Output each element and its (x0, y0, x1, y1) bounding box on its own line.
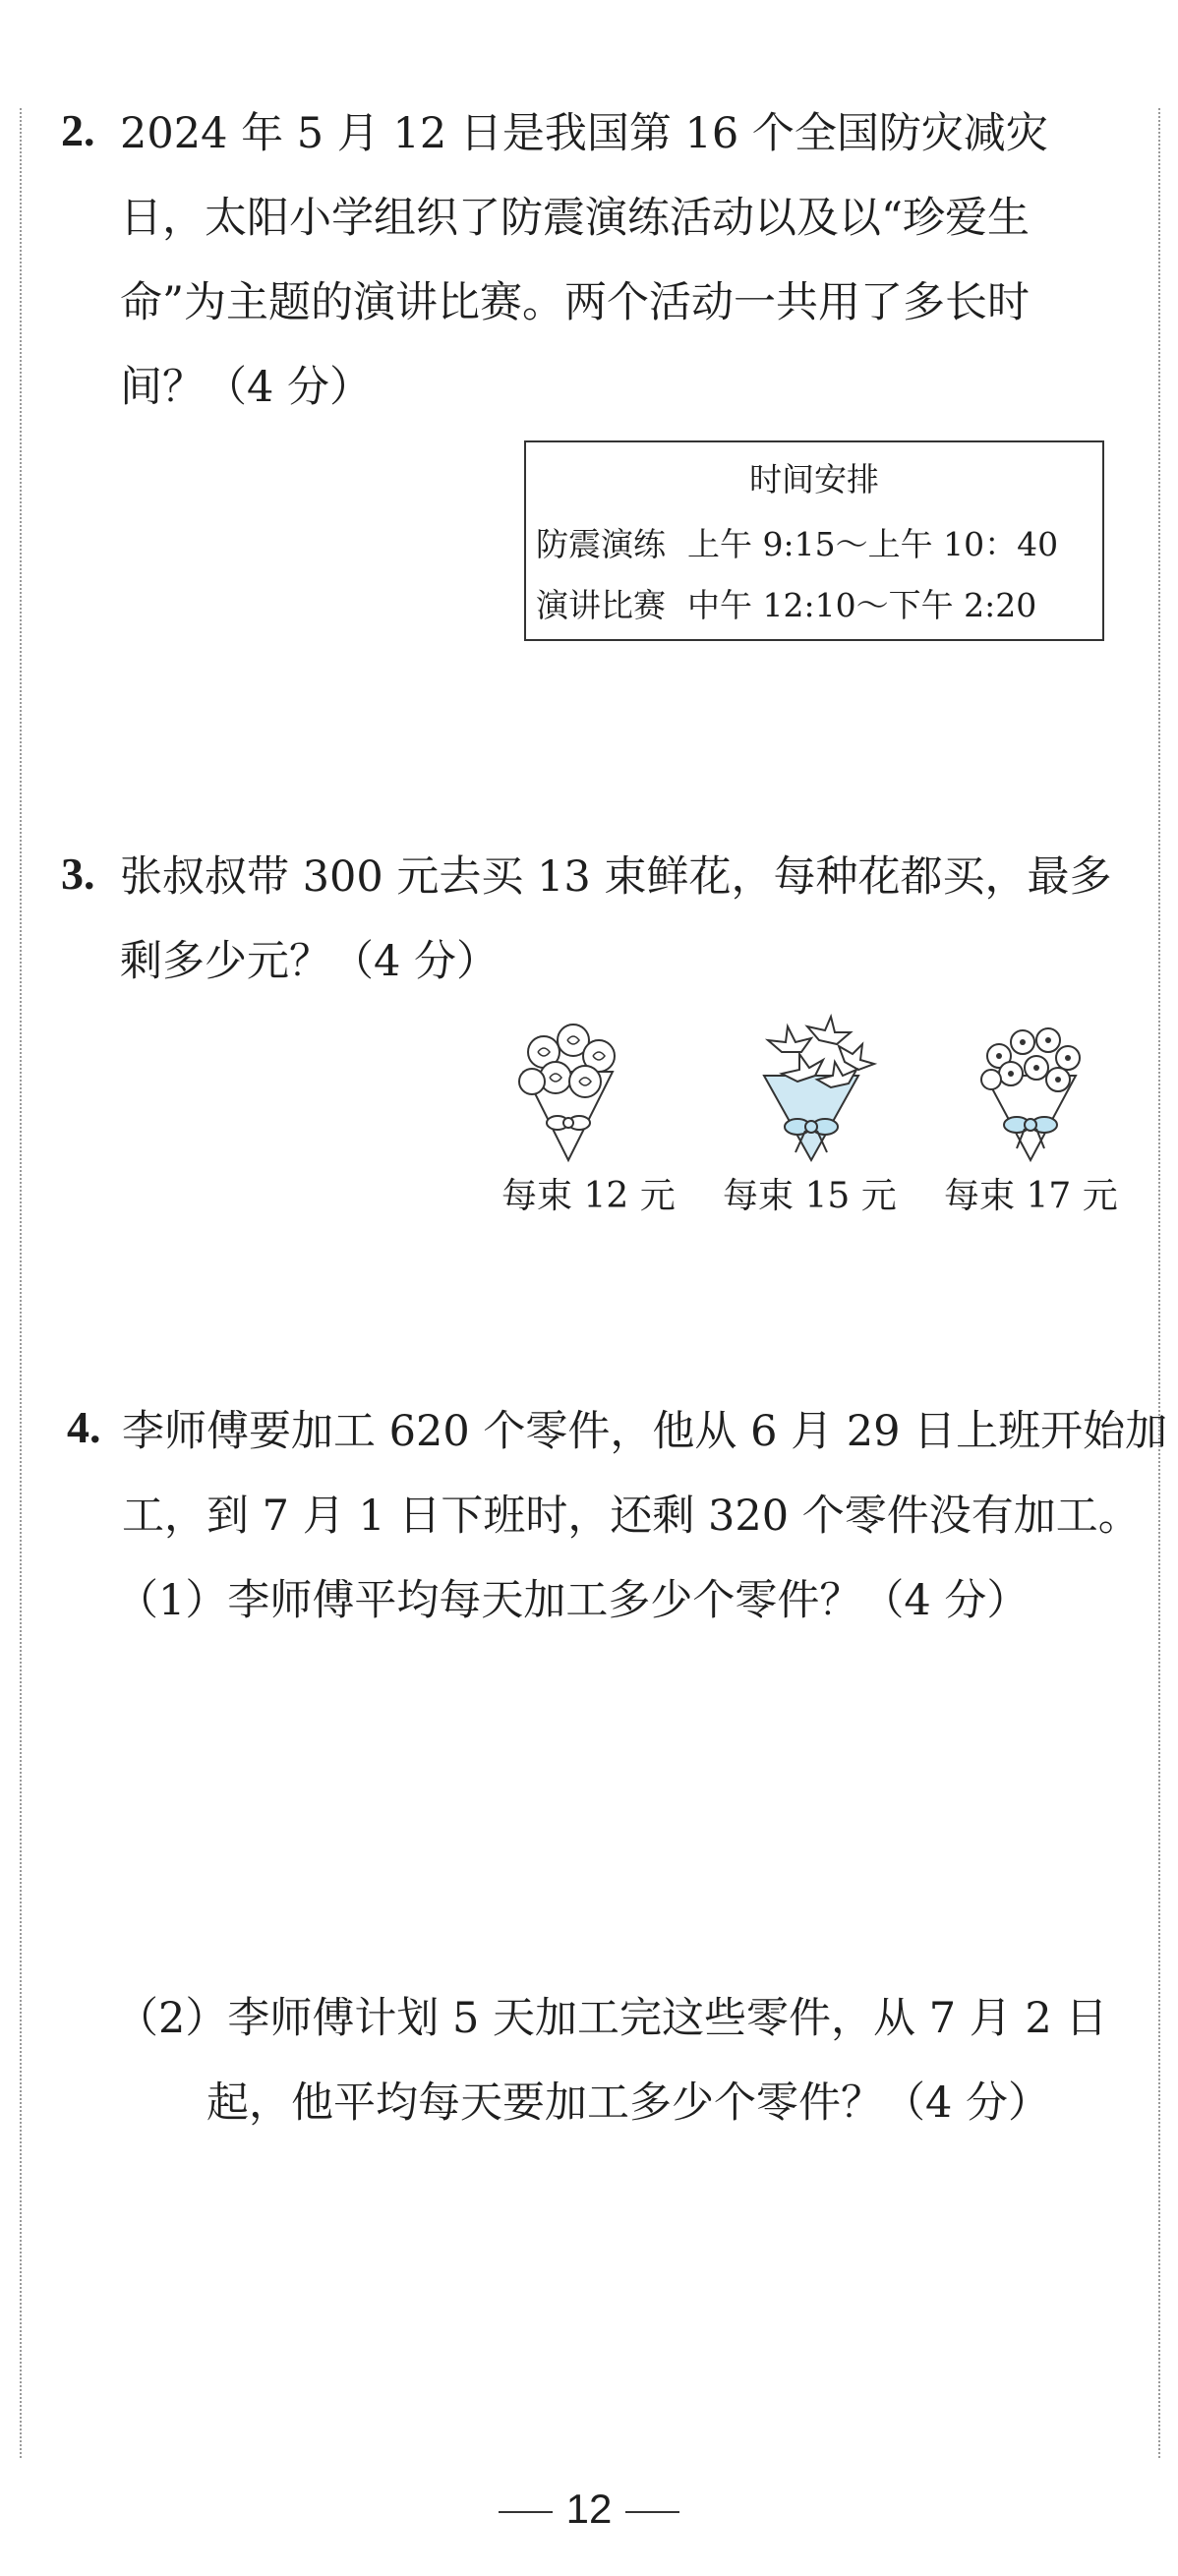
schedule-event: 防震演练 (536, 525, 666, 563)
question-2-line: 命”为主题的演讲比赛。两个活动一共用了多长时 (120, 278, 1030, 327)
schedule-row (536, 580, 1102, 626)
flower-price-label: 每束 12 元 (501, 1176, 676, 1216)
schedule-event: 演讲比赛 (536, 586, 666, 624)
schedule-time: 上午 9:15～上午 10：40 (687, 525, 1059, 563)
footer-dash (625, 2511, 679, 2513)
lily-bouquet-icon (742, 1013, 880, 1170)
question-4-line: 工，到 7 月 1 日下班时，还剩 320 个零件没有加工。 (122, 1492, 1141, 1541)
footer-dash (499, 2511, 553, 2513)
question-3-number: 3. (61, 849, 95, 899)
rose-bouquet-icon (504, 1013, 632, 1170)
page-number: 12 (565, 2486, 613, 2532)
right-dotted-margin (1158, 108, 1160, 2458)
question-3-line: 剩多少元？（4 分） (120, 937, 500, 986)
flower-price-label: 每束 17 元 (944, 1176, 1118, 1216)
question-4-sub1: （1）李师傅平均每天加工多少个零件？（4 分） (116, 1576, 1030, 1625)
left-dotted-margin (20, 108, 22, 2458)
question-2-line: 2024 年 5 月 12 日是我国第 16 个全国防灾减灾 (120, 109, 1048, 158)
schedule-title: 时间安排 (749, 460, 879, 498)
schedule-table (524, 440, 1104, 641)
question-4-sub2-line: 起，他平均每天要加工多少个零件？（4 分） (206, 2078, 1051, 2128)
flower-bouquet-icon (962, 1013, 1099, 1170)
question-2-line: 间？（4 分） (120, 363, 373, 412)
question-2-line: 日，太阳小学组织了防震演练活动以及以“珍爱生 (120, 194, 1030, 243)
question-4-line: 李师傅要加工 620 个零件，他从 6 月 29 日上班开始加 (122, 1407, 1168, 1456)
schedule-row (536, 519, 1102, 565)
question-4-sub2-line: （2）李师傅计划 5 天加工完这些零件，从 7 月 2 日 (116, 1994, 1108, 2043)
schedule-time: 中午 12:10～下午 2:20 (687, 586, 1037, 624)
flower-price-label: 每束 15 元 (723, 1176, 897, 1216)
page-footer (0, 2486, 1178, 2533)
question-3-line: 张叔叔带 300 元去买 13 束鲜花，每种花都买，最多 (120, 852, 1112, 902)
question-2-number: 2. (61, 105, 95, 155)
question-4-number: 4. (67, 1402, 101, 1452)
